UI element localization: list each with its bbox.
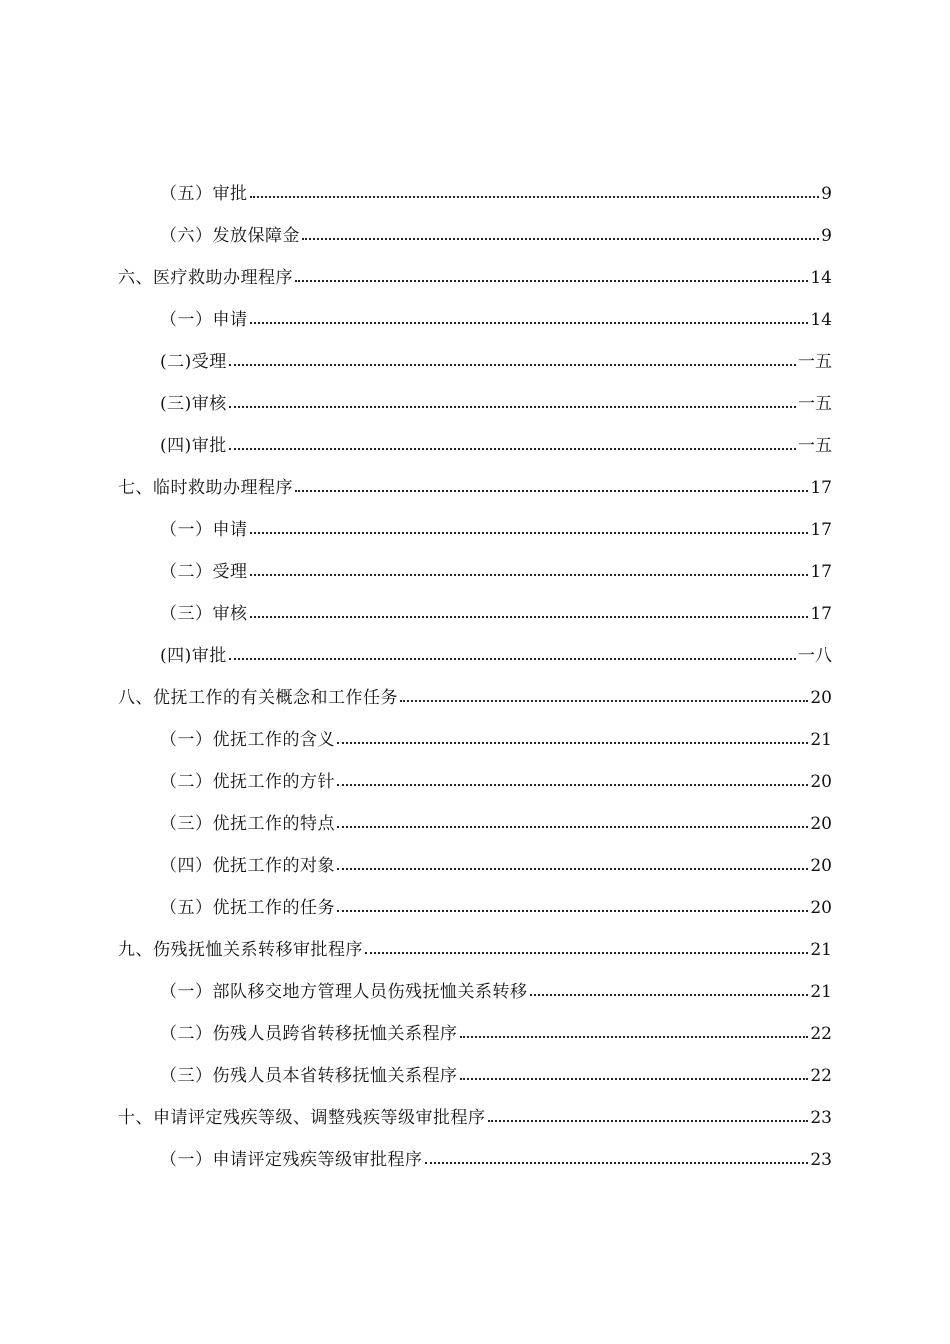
- toc-entry-page: 一八: [798, 646, 832, 666]
- toc-dot-leader: [250, 616, 809, 618]
- toc-entry-label: （五）优抚工作的任务: [160, 898, 335, 918]
- toc-dot-leader: [250, 196, 820, 198]
- toc-entry: [0, 1139, 950, 1181]
- toc-entry-label: （一）部队移交地方管理人员伤残抚恤关系转移: [160, 982, 528, 1002]
- toc-dot-leader: [425, 1162, 809, 1164]
- toc-entry-page: 9: [821, 184, 832, 204]
- toc-entry-label: 八、优抚工作的有关概念和工作任务: [118, 688, 398, 708]
- toc-entry: [0, 425, 950, 467]
- toc-entry: [0, 341, 950, 383]
- toc-entry-label: (三)审核: [160, 394, 227, 414]
- toc-entry-page: 20: [810, 814, 832, 834]
- toc-entry-page: 一五: [798, 436, 832, 456]
- toc-entry: [0, 1013, 950, 1055]
- toc-entry-page: 一五: [798, 394, 832, 414]
- toc-entry: [0, 887, 950, 929]
- toc-entry-label: (二)受理: [160, 352, 227, 372]
- table-of-contents: [0, 173, 950, 1181]
- toc-entry-page: 9: [821, 226, 832, 246]
- toc-entry: [0, 719, 950, 761]
- toc-entry: [0, 845, 950, 887]
- toc-entry: [0, 761, 950, 803]
- toc-entry: [0, 593, 950, 635]
- toc-dot-leader: [460, 1078, 809, 1080]
- toc-dot-leader: [460, 1036, 809, 1038]
- toc-entry-label: 九、伤残抚恤关系转移审批程序: [118, 940, 363, 960]
- toc-entry-page: 22: [810, 1024, 832, 1044]
- toc-entry: [0, 383, 950, 425]
- toc-dot-leader: [250, 532, 809, 534]
- toc-dot-leader: [250, 574, 809, 576]
- toc-entry-page: 17: [810, 604, 832, 624]
- toc-entry-page: 23: [810, 1150, 832, 1170]
- toc-entry-label: （一）申请评定残疾等级审批程序: [160, 1150, 423, 1170]
- toc-entry-label: （四）优抚工作的对象: [160, 856, 335, 876]
- toc-dot-leader: [229, 658, 796, 660]
- toc-entry-label: （二）伤残人员跨省转移抚恤关系程序: [160, 1024, 458, 1044]
- toc-entry: [0, 1097, 950, 1139]
- toc-dot-leader: [229, 406, 796, 408]
- toc-dot-leader: [295, 280, 808, 282]
- toc-entry-page: 21: [810, 940, 832, 960]
- toc-entry-page: 20: [810, 772, 832, 792]
- toc-entry-label: (四)审批: [160, 436, 227, 456]
- toc-entry-label: （一）优抚工作的含义: [160, 730, 335, 750]
- toc-entry: [0, 929, 950, 971]
- toc-entry-label: （二）优抚工作的方针: [160, 772, 335, 792]
- toc-entry: [0, 299, 950, 341]
- toc-dot-leader: [250, 322, 809, 324]
- toc-entry-label: （三）优抚工作的特点: [160, 814, 335, 834]
- toc-entry-page: 17: [810, 520, 832, 540]
- toc-entry: [0, 467, 950, 509]
- toc-entry-label: 七、临时救助办理程序: [118, 478, 293, 498]
- toc-dot-leader: [229, 364, 796, 366]
- toc-entry-label: （三）伤残人员本省转移抚恤关系程序: [160, 1066, 458, 1086]
- toc-dot-leader: [337, 868, 808, 870]
- toc-entry-page: 20: [810, 856, 832, 876]
- toc-entry-label: （一）申请: [160, 310, 248, 330]
- toc-entry-label: 十、申请评定残疾等级、调整残疾等级审批程序: [118, 1108, 486, 1128]
- toc-entry-label: （六）发放保障金: [160, 226, 300, 246]
- toc-entry-page: 17: [810, 478, 832, 498]
- toc-entry-page: 23: [810, 1108, 832, 1128]
- toc-entry: [0, 971, 950, 1013]
- toc-entry: [0, 803, 950, 845]
- toc-dot-leader: [530, 994, 809, 996]
- toc-entry-label: （二）受理: [160, 562, 248, 582]
- toc-dot-leader: [337, 910, 808, 912]
- toc-entry-label: （五）审批: [160, 184, 248, 204]
- toc-dot-leader: [365, 952, 808, 954]
- toc-entry-label: (四)审批: [160, 646, 227, 666]
- toc-entry: [0, 173, 950, 215]
- toc-dot-leader: [337, 784, 808, 786]
- toc-entry: [0, 257, 950, 299]
- toc-entry-label: （一）申请: [160, 520, 248, 540]
- toc-entry-page: 20: [810, 688, 832, 708]
- toc-dot-leader: [488, 1120, 809, 1122]
- toc-entry: [0, 1055, 950, 1097]
- toc-dot-leader: [337, 742, 808, 744]
- toc-dot-leader: [337, 826, 808, 828]
- toc-dot-leader: [302, 238, 819, 240]
- toc-entry-label: 六、医疗救助办理程序: [118, 268, 293, 288]
- toc-entry-page: 14: [810, 310, 832, 330]
- toc-entry: [0, 509, 950, 551]
- toc-entry: [0, 677, 950, 719]
- toc-entry-page: 17: [810, 562, 832, 582]
- toc-entry-page: 一五: [798, 352, 832, 372]
- toc-dot-leader: [400, 700, 808, 702]
- toc-entry-page: 14: [810, 268, 832, 288]
- toc-dot-leader: [229, 448, 796, 450]
- toc-entry: [0, 551, 950, 593]
- toc-entry-page: 22: [810, 1066, 832, 1086]
- toc-entry-page: 21: [810, 982, 832, 1002]
- toc-entry-label: （三）审核: [160, 604, 248, 624]
- toc-entry-page: 21: [810, 730, 832, 750]
- toc-entry: [0, 215, 950, 257]
- toc-dot-leader: [295, 490, 808, 492]
- toc-entry: [0, 635, 950, 677]
- toc-entry-page: 20: [810, 898, 832, 918]
